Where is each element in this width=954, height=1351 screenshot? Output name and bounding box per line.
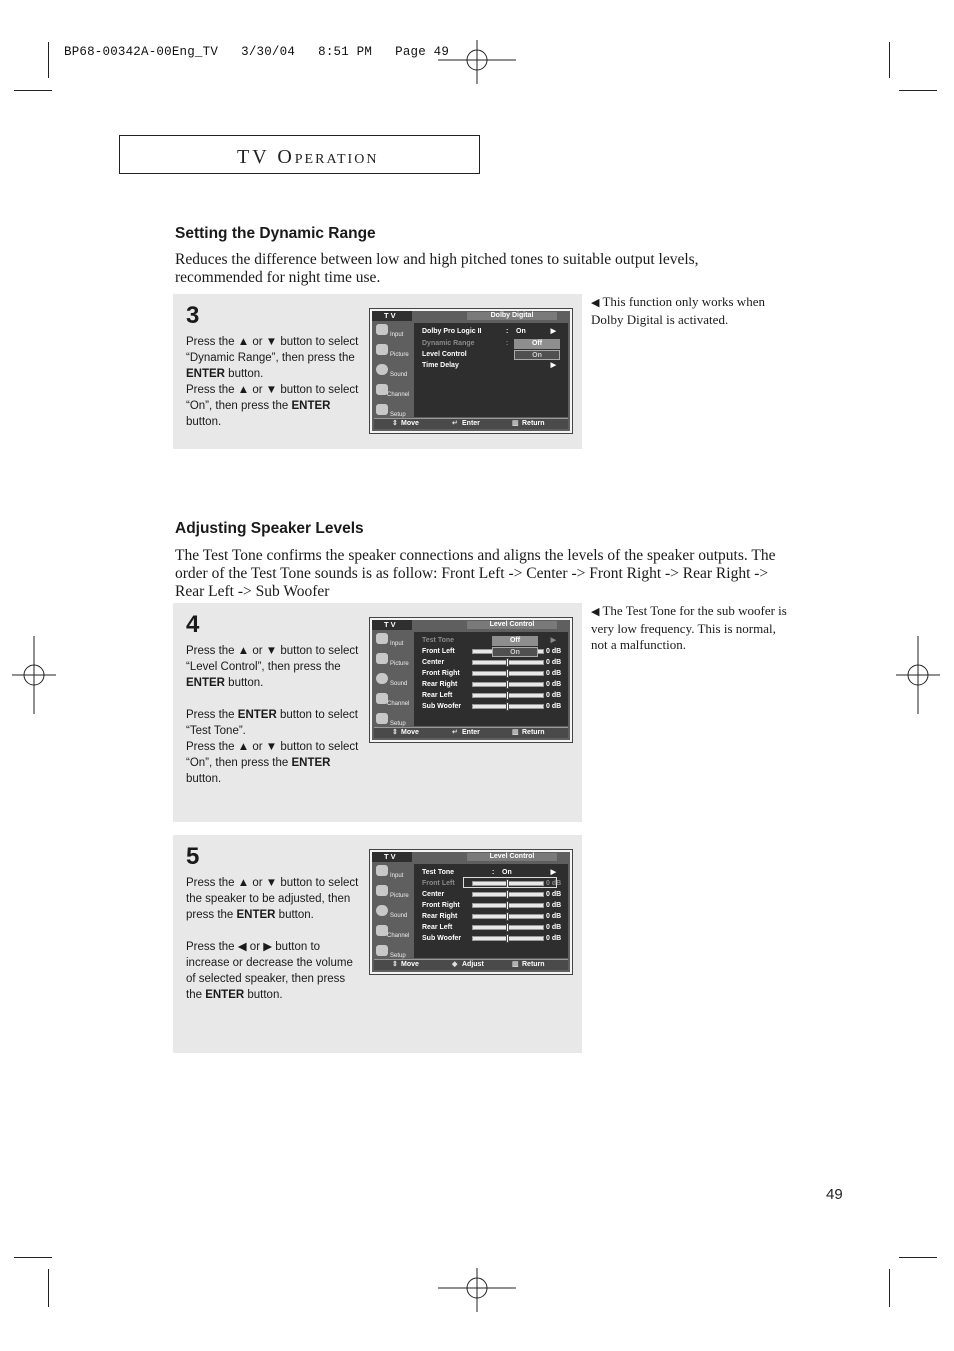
osd-side-input[interactable] bbox=[374, 323, 410, 342]
step-4-line-1: Press the ▲ or ▼ button to select “Level Control”, then press the ENTER button. bbox=[186, 645, 359, 689]
osd-option-off[interactable]: Off bbox=[514, 339, 560, 349]
osd-row-dolby-pro-logic[interactable] bbox=[422, 326, 562, 337]
osd-slider-knob[interactable] bbox=[506, 912, 509, 921]
osd-speaker-row[interactable] bbox=[422, 911, 562, 922]
osd-slider-knob[interactable] bbox=[506, 923, 509, 932]
osd-speaker-row[interactable] bbox=[422, 900, 562, 911]
dynamic-range-note bbox=[591, 294, 791, 328]
osd-header bbox=[412, 311, 570, 321]
spacer bbox=[186, 923, 364, 939]
step-5-line-2: Press the ◀ or ▶ button to increase or decrease the volume of selected speaker, then press the ENTER button. bbox=[186, 941, 353, 1001]
osd-speaker-label: Center bbox=[422, 891, 445, 898]
sound-icon bbox=[376, 905, 388, 916]
osd-slider-knob[interactable] bbox=[506, 702, 509, 711]
step-number: 3 bbox=[186, 302, 200, 329]
step-5-panel bbox=[173, 835, 582, 1053]
osd-tv-label: T V bbox=[372, 311, 412, 321]
section-header bbox=[237, 146, 378, 169]
crop-mark bbox=[899, 1257, 937, 1258]
osd-speaker-label: Rear Right bbox=[422, 681, 458, 688]
input-icon bbox=[376, 865, 388, 876]
osd-row-label: Time Delay bbox=[422, 362, 459, 369]
osd-tv-label: T V bbox=[372, 852, 412, 862]
osd-speaker-row[interactable] bbox=[422, 657, 562, 668]
chevron-right-icon: ▶ bbox=[550, 328, 556, 335]
osd-frame bbox=[372, 311, 570, 431]
osd-slider-knob[interactable] bbox=[506, 691, 509, 700]
osd-footer bbox=[374, 418, 568, 429]
registration-mark bbox=[438, 40, 516, 84]
osd-speaker-db: 0 dB bbox=[546, 659, 562, 666]
osd-footer-adjust: Adjust bbox=[462, 961, 484, 968]
osd-level-slider[interactable] bbox=[472, 892, 544, 897]
osd-side-picture[interactable] bbox=[374, 884, 410, 903]
osd-level-slider[interactable] bbox=[472, 914, 544, 919]
osd-row-value: On bbox=[516, 328, 526, 335]
osd-speaker-label: Front Left bbox=[422, 880, 455, 887]
osd-speaker-label: Front Left bbox=[422, 648, 455, 655]
osd-footer-return: Return bbox=[522, 729, 545, 736]
step-4-line-3: Press the ▲ or ▼ button to select “On”, then press the ENTER button. bbox=[186, 741, 359, 785]
step-number: 5 bbox=[186, 843, 200, 870]
osd-colon: : bbox=[506, 328, 509, 335]
osd-level-control-test-tone bbox=[369, 617, 573, 743]
osd-sidebar bbox=[372, 321, 412, 419]
move-icon: ⇕ bbox=[392, 961, 398, 968]
osd-speaker-db: 0 dB bbox=[546, 902, 562, 909]
osd-row-label: Test Tone bbox=[422, 869, 455, 876]
osd-side-label: Input bbox=[390, 641, 404, 647]
osd-speaker-db: 0 dB bbox=[546, 681, 562, 688]
osd-row-value: On bbox=[502, 869, 512, 876]
input-icon bbox=[376, 633, 388, 644]
section-header-op-rest: PERATION bbox=[294, 152, 379, 167]
dynamic-range-intro: Reduces the difference between low and high pitched tones to suitable output levels, recommended for night time use. bbox=[175, 251, 699, 286]
osd-footer bbox=[374, 959, 568, 970]
crop-mark bbox=[14, 90, 52, 91]
triangle-left-icon: ◀ bbox=[591, 606, 600, 618]
osd-side-sound[interactable] bbox=[374, 672, 410, 691]
osd-level-control-adjust bbox=[369, 849, 573, 975]
osd-speaker-db: 0 dB bbox=[546, 648, 562, 655]
osd-side-input[interactable] bbox=[374, 632, 410, 651]
osd-option-on[interactable]: On bbox=[492, 647, 538, 657]
osd-side-input[interactable] bbox=[374, 864, 410, 883]
osd-speaker-db: 0 dB bbox=[546, 880, 562, 887]
osd-side-channel[interactable] bbox=[374, 924, 410, 943]
picture-icon bbox=[376, 344, 388, 355]
osd-row-label: Dolby Pro Logic II bbox=[422, 328, 482, 335]
chevron-right-icon: ▶ bbox=[550, 869, 556, 876]
speaker-levels-note-text: The Test Tone for the sub woofer is very low frequency. This is normal, not a malfunction. bbox=[591, 603, 787, 652]
osd-speaker-row[interactable] bbox=[422, 668, 562, 679]
crop-mark bbox=[889, 42, 890, 78]
speaker-levels-note bbox=[591, 603, 791, 654]
osd-side-channel[interactable] bbox=[374, 383, 410, 402]
step-3-instructions bbox=[186, 334, 364, 430]
return-icon: ▥ bbox=[512, 961, 519, 968]
osd-side-picture[interactable] bbox=[374, 343, 410, 362]
step-3-line-2: Press the ▲ or ▼ button to select “On”, then press the ENTER button. bbox=[186, 384, 359, 428]
osd-speaker-db: 0 dB bbox=[546, 703, 562, 710]
osd-row-label: Test Tone bbox=[422, 637, 455, 644]
setup-icon bbox=[376, 945, 388, 956]
section-header-box bbox=[119, 135, 480, 174]
osd-side-sound[interactable] bbox=[374, 363, 410, 382]
osd-level-slider[interactable] bbox=[472, 693, 544, 698]
step-3-line-1: Press the ▲ or ▼ button to select “Dynamic Range”, then press the ENTER button. bbox=[186, 336, 359, 380]
triangle-left-icon: ◀ bbox=[591, 297, 600, 309]
osd-colon: : bbox=[492, 869, 495, 876]
crop-mark bbox=[48, 42, 49, 78]
osd-speaker-label: Front Right bbox=[422, 670, 460, 677]
osd-menu bbox=[414, 323, 568, 417]
osd-menu bbox=[414, 864, 568, 958]
osd-speaker-label: Sub Woofer bbox=[422, 703, 462, 710]
registration-mark bbox=[896, 636, 940, 714]
speaker-levels-intro: The Test Tone confirms the speaker connections and aligns the levels of the speaker outputs. The order of the Test Tone sounds is as follow: Front Left -> Center -> Front Right -> Rear Right -> Rear Left -> Sub Woofer bbox=[175, 547, 776, 600]
osd-row-label: Dynamic Range bbox=[422, 340, 475, 347]
osd-level-slider[interactable] bbox=[472, 660, 544, 665]
osd-sidebar bbox=[372, 630, 412, 728]
osd-title: Dolby Digital bbox=[467, 312, 557, 320]
crop-mark bbox=[899, 90, 937, 91]
input-icon bbox=[376, 324, 388, 335]
osd-level-slider[interactable] bbox=[472, 903, 544, 908]
enter-icon: ↵ bbox=[452, 729, 458, 736]
sound-icon bbox=[376, 673, 388, 684]
osd-footer-move: Move bbox=[401, 420, 419, 427]
section-header-tv: TV bbox=[237, 146, 270, 168]
osd-side-label: Picture bbox=[390, 352, 409, 358]
adjust-icon: ◆ bbox=[452, 961, 458, 968]
osd-speaker-db: 0 dB bbox=[546, 670, 562, 677]
print-slug: BP68-00342A-00Eng_TV 3/30/04 8:51 PM Page 49 bbox=[64, 45, 450, 59]
sound-icon bbox=[376, 364, 388, 375]
osd-row-time-delay[interactable] bbox=[422, 360, 562, 371]
step-5-instructions bbox=[186, 875, 364, 1003]
dynamic-range-title: Setting the Dynamic Range bbox=[175, 225, 376, 242]
osd-side-label: Setup bbox=[390, 412, 406, 418]
osd-speaker-label: Rear Right bbox=[422, 913, 458, 920]
dynamic-range-note-text: This function only works when Dolby Digital is activated. bbox=[591, 294, 765, 327]
osd-footer bbox=[374, 727, 568, 738]
osd-speaker-row[interactable] bbox=[422, 701, 562, 712]
chevron-right-icon: ▶ bbox=[550, 362, 556, 369]
osd-side-label: Sound bbox=[390, 681, 408, 687]
step-4-line-2: Press the ENTER button to select “Test Tone”. bbox=[186, 709, 358, 737]
osd-slider-knob[interactable] bbox=[506, 901, 509, 910]
osd-speaker-db: 0 dB bbox=[546, 692, 562, 699]
osd-tv-label: T V bbox=[372, 620, 412, 630]
osd-dolby-digital bbox=[369, 308, 573, 434]
move-icon: ⇕ bbox=[392, 420, 398, 427]
osd-title: Level Control bbox=[467, 853, 557, 861]
osd-side-label: Channel bbox=[387, 701, 410, 707]
osd-side-label: Setup bbox=[390, 953, 406, 959]
registration-mark bbox=[12, 636, 56, 714]
osd-speaker-db: 0 dB bbox=[546, 924, 562, 931]
osd-side-label: Channel bbox=[387, 392, 410, 398]
osd-speaker-db: 0 dB bbox=[546, 891, 562, 898]
osd-colon: : bbox=[506, 340, 509, 347]
osd-slider-knob[interactable] bbox=[506, 669, 509, 678]
section-header-op-initial: O bbox=[277, 146, 295, 168]
osd-speaker-row[interactable] bbox=[422, 889, 562, 900]
osd-speaker-label: Sub Woofer bbox=[422, 935, 462, 942]
osd-frame bbox=[372, 852, 570, 972]
osd-level-slider[interactable] bbox=[472, 704, 544, 709]
osd-speaker-row[interactable] bbox=[422, 690, 562, 701]
step-3-panel bbox=[173, 294, 582, 449]
osd-footer-return: Return bbox=[522, 420, 545, 427]
osd-side-channel[interactable] bbox=[374, 692, 410, 711]
osd-slider-knob[interactable] bbox=[506, 934, 509, 943]
osd-side-sound[interactable] bbox=[374, 904, 410, 923]
registration-mark bbox=[438, 1268, 516, 1312]
osd-side-label: Input bbox=[390, 873, 404, 879]
crop-mark bbox=[889, 1269, 890, 1307]
osd-slider-knob[interactable] bbox=[506, 680, 509, 689]
osd-sidebar bbox=[372, 862, 412, 960]
osd-level-slider[interactable] bbox=[472, 682, 544, 687]
osd-level-slider[interactable] bbox=[472, 671, 544, 676]
setup-icon bbox=[376, 713, 388, 724]
return-icon: ▥ bbox=[512, 729, 519, 736]
osd-side-label: Channel bbox=[387, 933, 410, 939]
step-number: 4 bbox=[186, 611, 200, 638]
picture-icon bbox=[376, 885, 388, 896]
osd-option-on[interactable]: On bbox=[514, 350, 560, 360]
osd-side-label: Picture bbox=[390, 661, 409, 667]
picture-icon bbox=[376, 653, 388, 664]
osd-header bbox=[412, 852, 570, 862]
enter-icon: ↵ bbox=[452, 420, 458, 427]
osd-footer-move: Move bbox=[401, 961, 419, 968]
osd-footer-return: Return bbox=[522, 961, 545, 968]
osd-title: Level Control bbox=[467, 621, 557, 629]
osd-side-picture[interactable] bbox=[374, 652, 410, 671]
osd-speaker-row[interactable] bbox=[422, 933, 562, 944]
osd-speaker-row[interactable] bbox=[422, 679, 562, 690]
spacer bbox=[186, 691, 364, 707]
crop-mark bbox=[14, 1257, 52, 1258]
step-4-instructions bbox=[186, 643, 364, 787]
osd-speaker-row[interactable] bbox=[422, 922, 562, 933]
osd-footer-move: Move bbox=[401, 729, 419, 736]
speaker-levels-title: Adjusting Speaker Levels bbox=[175, 520, 364, 537]
osd-speaker-db: 0 dB bbox=[546, 913, 562, 920]
osd-side-label: Setup bbox=[390, 721, 406, 727]
osd-speaker-db: 0 dB bbox=[546, 935, 562, 942]
osd-option-off[interactable]: Off bbox=[492, 636, 538, 646]
chevron-right-icon: ▶ bbox=[550, 637, 556, 644]
step-4-panel bbox=[173, 603, 582, 822]
osd-speaker-label: Rear Left bbox=[422, 924, 453, 931]
move-icon: ⇕ bbox=[392, 729, 398, 736]
osd-slider-knob[interactable] bbox=[506, 658, 509, 667]
osd-row-label: Level Control bbox=[422, 351, 467, 358]
osd-frame bbox=[372, 620, 570, 740]
crop-mark bbox=[48, 1269, 49, 1307]
osd-side-label: Sound bbox=[390, 913, 408, 919]
page-number: 49 bbox=[826, 1186, 843, 1203]
osd-level-slider[interactable] bbox=[472, 925, 544, 930]
osd-footer-enter: Enter bbox=[462, 729, 480, 736]
osd-slider-knob[interactable] bbox=[506, 890, 509, 899]
setup-icon bbox=[376, 404, 388, 415]
osd-side-label: Sound bbox=[390, 372, 408, 378]
osd-selection-highlight bbox=[463, 877, 557, 888]
return-icon: ▥ bbox=[512, 420, 519, 427]
osd-menu bbox=[414, 632, 568, 726]
osd-level-slider[interactable] bbox=[472, 936, 544, 941]
osd-speaker-label: Center bbox=[422, 659, 445, 666]
osd-side-label: Input bbox=[390, 332, 404, 338]
osd-header bbox=[412, 620, 570, 630]
step-5-line-1: Press the ▲ or ▼ button to select the speaker to be adjusted, then press the ENTER button. bbox=[186, 877, 359, 921]
osd-speaker-label: Rear Left bbox=[422, 692, 453, 699]
osd-speaker-label: Front Right bbox=[422, 902, 460, 909]
osd-side-label: Picture bbox=[390, 893, 409, 899]
osd-footer-enter: Enter bbox=[462, 420, 480, 427]
